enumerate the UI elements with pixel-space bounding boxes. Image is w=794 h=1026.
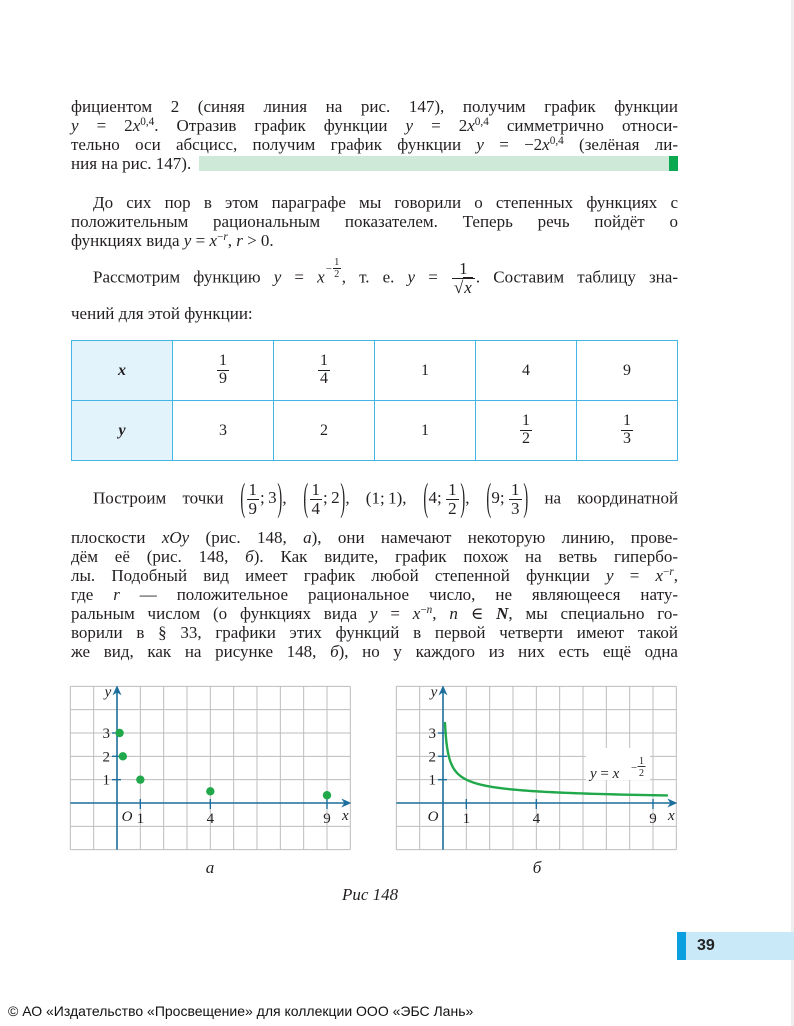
data-point	[206, 787, 214, 795]
fraction-denominator: 9	[219, 370, 227, 387]
y-tick-label: 1	[102, 772, 110, 789]
text-run: лы. Подобный вид имеет график любой степенной функции	[71, 566, 606, 585]
fractional-exponent	[325, 257, 342, 282]
math-variable: xOy	[161, 528, 190, 547]
text-run: тельно оси абсцисс, получим график функции	[71, 135, 477, 154]
data-point	[119, 752, 127, 760]
x-tick-label: 9	[323, 811, 331, 827]
text-line	[71, 97, 678, 116]
math-variable: r	[236, 231, 243, 250]
values-table-body	[72, 341, 678, 461]
right-parenthesis: )	[396, 488, 403, 508]
x-axis-label: x	[667, 808, 675, 824]
text-run: 1	[371, 488, 380, 508]
panel-label-a: а	[205, 858, 215, 877]
radical-sign: √	[453, 277, 464, 297]
right-parenthesis: )	[277, 475, 282, 520]
table-cell	[375, 341, 476, 401]
fraction-numerator: 1	[219, 352, 227, 370]
text-run: 2	[331, 488, 340, 508]
fraction-denominator: 4	[311, 498, 320, 518]
text-line	[71, 193, 678, 212]
y-axis-label: y	[104, 684, 112, 701]
table-header-cell: y	[72, 401, 173, 461]
math-variable: x	[412, 604, 421, 623]
text-run: Рассмотрим функцию	[93, 267, 274, 287]
page-tab-stripe	[677, 932, 686, 960]
text-run: (рис. 148,	[189, 528, 304, 547]
right-parenthesis: )	[522, 475, 528, 520]
fraction-numerator: 1	[311, 480, 320, 499]
text-line	[71, 231, 678, 250]
text-run: ,	[432, 604, 450, 623]
text-run: ). Как видите, график похож на ветвь гипербо-	[253, 547, 679, 566]
radicand: x	[464, 277, 472, 297]
table-cell	[375, 401, 476, 461]
coordinate-point	[240, 475, 282, 520]
values-table	[71, 340, 678, 461]
exponent-numerator: 1	[334, 257, 340, 269]
figure-148a-points-plot	[60, 680, 360, 855]
copyright-footer: © АО «Издательство «Просвещение» для коллекции ООО «ЭБС Лань»	[8, 1003, 474, 1019]
table-cell	[476, 341, 577, 401]
curve-label-exponent-denominator: 2	[639, 768, 644, 779]
text-run: ∈	[457, 604, 497, 623]
text-run: функциях вида	[71, 231, 184, 250]
fraction	[509, 481, 522, 518]
fraction-denominator: 4	[320, 370, 328, 387]
text-run: ,	[673, 566, 678, 585]
curve-label-text: =	[596, 766, 613, 782]
table-cell	[577, 341, 678, 401]
x-tick-label: 1	[462, 811, 471, 827]
text-run: . Отразив график функции	[154, 116, 406, 135]
coordinate-point	[486, 475, 528, 520]
data-point	[115, 729, 123, 737]
section-end-marker	[199, 156, 678, 171]
text-run: фициентом 2 (синяя линия на рис. 147), получим график функции	[71, 97, 678, 116]
math-variable: y	[369, 604, 378, 623]
superscript	[475, 116, 489, 128]
text-run: ,	[227, 231, 237, 250]
section-end-marker-block	[669, 156, 678, 171]
text-run: 0,4	[474, 115, 489, 128]
text-run: же вид, как на рисунке 148,	[71, 642, 331, 661]
text-run: , т. е.	[341, 267, 408, 287]
figure-148b-function-graph	[387, 680, 687, 855]
fraction-denominator: 2	[522, 430, 530, 447]
text-run: чений для этой функции:	[71, 304, 253, 323]
text-run: — положительное рациональное число, не являющееся нату-	[119, 585, 678, 604]
text-line	[71, 623, 678, 642]
right-parenthesis: )	[460, 475, 465, 520]
coordinate-separator: ;	[499, 488, 509, 508]
superscript	[217, 231, 228, 243]
math-variable: x	[467, 116, 475, 135]
text-run: ), но у каждого из них есть ещё одна	[338, 642, 678, 661]
fraction	[621, 413, 633, 448]
math-variable: y	[407, 267, 416, 287]
text-line	[71, 116, 678, 135]
curve-label-base	[588, 766, 620, 782]
curve-label-exponent-numerator: 1	[639, 756, 644, 767]
fraction	[217, 353, 229, 388]
text-run: 1	[388, 488, 397, 508]
table-header-cell: x	[72, 341, 173, 401]
text-run: =	[377, 604, 413, 623]
text-run: ), они намечают некоторую линию, прове-	[311, 528, 678, 547]
x-tick-label: 1	[136, 811, 145, 827]
coordinate-separator: ;	[379, 488, 389, 508]
superscript	[663, 566, 674, 578]
x-tick-label: 4	[532, 811, 541, 827]
fraction	[310, 481, 323, 518]
text-run: ,	[345, 488, 366, 508]
text-run: (зелёная ли-	[563, 135, 679, 154]
text-run: 9	[623, 362, 631, 379]
page-number: 39	[697, 937, 715, 954]
text-line	[71, 257, 678, 304]
text-line	[71, 585, 678, 604]
text-run: ния на рис. 147).	[71, 154, 192, 173]
text-line	[71, 135, 678, 154]
text-run: 0,4	[549, 134, 564, 147]
fraction-numerator: 1	[511, 480, 520, 499]
fraction-numerator: 1	[448, 480, 457, 499]
fraction-denominator: 3	[623, 430, 631, 447]
text-run: Построим точки	[93, 488, 240, 508]
table-cell	[173, 341, 274, 401]
text-run: 1	[421, 422, 429, 439]
fraction-denominator	[452, 279, 475, 297]
table-cell	[476, 401, 577, 461]
text-run: 2	[320, 422, 328, 439]
fraction-numerator: 1	[623, 412, 631, 430]
superscript	[420, 604, 432, 616]
curve-label-variable: y	[590, 766, 597, 782]
fraction	[520, 413, 532, 448]
text-run: = 2	[78, 116, 133, 135]
fraction-denominator: 9	[248, 498, 258, 518]
x-tick-label: 9	[649, 811, 657, 827]
math-variable: n	[426, 603, 433, 616]
text-line	[71, 547, 678, 566]
y-tick-label: 2	[428, 749, 436, 766]
text-line	[71, 212, 678, 231]
text-run: положительным рациональным показателем. Теперь речь пойдёт о	[71, 212, 678, 231]
math-variable: y	[405, 116, 414, 135]
table-cell	[274, 341, 375, 401]
square-root	[454, 277, 473, 297]
superscript	[140, 116, 154, 128]
text-run: −	[420, 603, 427, 616]
text-run: , мы специально го-	[508, 604, 678, 623]
text-run: ральным числом (о функциях вида	[71, 604, 370, 623]
curve-label-exponent-sign: −	[631, 762, 638, 774]
text-run: −	[216, 230, 224, 243]
math-variable: x	[209, 231, 217, 250]
math-variable: y	[71, 116, 79, 135]
exponent-denominator: 2	[334, 269, 340, 281]
left-parenthesis: (	[423, 475, 429, 520]
math-variable: y	[476, 135, 484, 154]
x-axis-label: x	[341, 808, 349, 824]
text-run: 9	[491, 488, 500, 508]
text-line	[71, 604, 678, 623]
fraction-numerator: 1	[320, 352, 328, 370]
text-run: = −2	[483, 135, 543, 154]
math-variable: y	[273, 267, 282, 287]
data-point	[136, 775, 144, 783]
table-cell	[173, 401, 274, 461]
superscript	[550, 135, 564, 147]
math-variable: б	[330, 642, 339, 661]
fraction-numerator: 1	[248, 480, 258, 499]
text-line	[71, 154, 678, 173]
panel-label-b: б	[532, 858, 542, 877]
text-line	[71, 642, 678, 661]
text-run: > 0.	[242, 231, 274, 250]
paragraph-continued	[71, 97, 678, 173]
text-run: ,	[282, 488, 303, 508]
fraction	[247, 481, 260, 518]
page-number-tab	[677, 932, 794, 960]
left-parenthesis: (	[240, 475, 246, 520]
left-parenthesis: (	[365, 488, 372, 508]
table-cell	[577, 401, 678, 461]
coordinate-separator: ;	[260, 488, 269, 508]
text-line	[71, 475, 679, 528]
coordinate-separator: ;	[323, 488, 332, 508]
text-run: 4	[522, 362, 530, 379]
text-run: 1	[421, 362, 429, 379]
fraction-denominator: 3	[511, 498, 520, 518]
text-line	[71, 528, 678, 547]
math-set-symbol: N	[496, 604, 509, 623]
text-run: =	[613, 566, 656, 585]
text-run: 4	[428, 488, 437, 508]
coordinate-separator: ;	[436, 488, 446, 508]
text-run: 3	[268, 488, 277, 508]
math-variable: x	[317, 267, 325, 287]
text-run: −	[663, 565, 670, 578]
text-line	[71, 304, 678, 323]
left-parenthesis: (	[486, 475, 491, 520]
math-variable: б	[245, 547, 254, 566]
text-line	[71, 566, 678, 585]
table-row	[72, 401, 678, 461]
paragraph-negative-exponents-intro	[71, 193, 678, 250]
text-run: =	[191, 231, 210, 250]
text-run: ворили в § 33, графики этих функций в первой четверти имеют такой	[71, 623, 678, 642]
math-variable: x	[542, 135, 550, 154]
left-parenthesis: (	[303, 475, 309, 520]
figure-caption: Рис 148	[342, 885, 399, 904]
origin-label: O	[427, 809, 439, 825]
text-run: ,	[402, 488, 423, 508]
text-run: До сих пор в этом параграфе мы говорили о степенных функциях с	[93, 193, 678, 212]
coordinate-point	[366, 488, 402, 507]
text-run: где	[71, 585, 114, 604]
text-run: = 2	[413, 116, 468, 135]
y-tick-label: 3	[102, 726, 110, 742]
coordinate-point	[303, 475, 345, 520]
math-variable: n	[449, 604, 458, 623]
fraction	[446, 481, 459, 518]
text-run: плоскости	[71, 528, 162, 547]
text-run: 3	[219, 422, 227, 439]
math-variable: а	[303, 528, 312, 547]
math-variable: r	[223, 230, 228, 243]
table-row	[72, 341, 678, 401]
text-run: дём её (рис. 148,	[71, 547, 246, 566]
right-parenthesis: )	[340, 475, 345, 520]
text-run: . Составим таблицу зна-	[475, 267, 678, 287]
text-run: симметрично относи-	[488, 116, 678, 135]
math-variable: y	[606, 566, 614, 585]
paragraph-consider-function	[71, 257, 678, 323]
fraction-denominator: 2	[448, 498, 457, 518]
coordinate-point	[423, 475, 465, 520]
y-axis-label: y	[430, 684, 438, 701]
fraction-numerator: 1	[522, 412, 530, 430]
y-tick-label: 2	[102, 749, 110, 766]
math-variable: x	[655, 566, 664, 585]
table-cell	[274, 401, 375, 461]
text-run: =	[415, 267, 451, 287]
paragraph-plot-points	[71, 475, 679, 661]
text-run: 0,4	[140, 115, 155, 128]
fraction-numerator: 1	[452, 260, 475, 279]
curve-label	[586, 748, 650, 782]
exponent-sign: −	[325, 263, 332, 276]
fraction	[452, 260, 475, 297]
math-variable: r	[669, 565, 674, 578]
fraction	[318, 353, 330, 388]
text-run: =	[281, 267, 318, 287]
curve-label-variable: x	[612, 766, 620, 782]
y-tick-label: 1	[428, 772, 436, 789]
y-tick-label: 3	[428, 726, 436, 742]
math-variable: y	[183, 231, 192, 250]
math-variable: r	[113, 585, 120, 604]
x-tick-label: 4	[206, 811, 215, 827]
text-run: ,	[465, 488, 486, 508]
origin-label: O	[121, 809, 133, 825]
data-point	[323, 791, 331, 799]
math-variable: x	[132, 116, 141, 135]
text-run: на координатной	[528, 488, 679, 508]
